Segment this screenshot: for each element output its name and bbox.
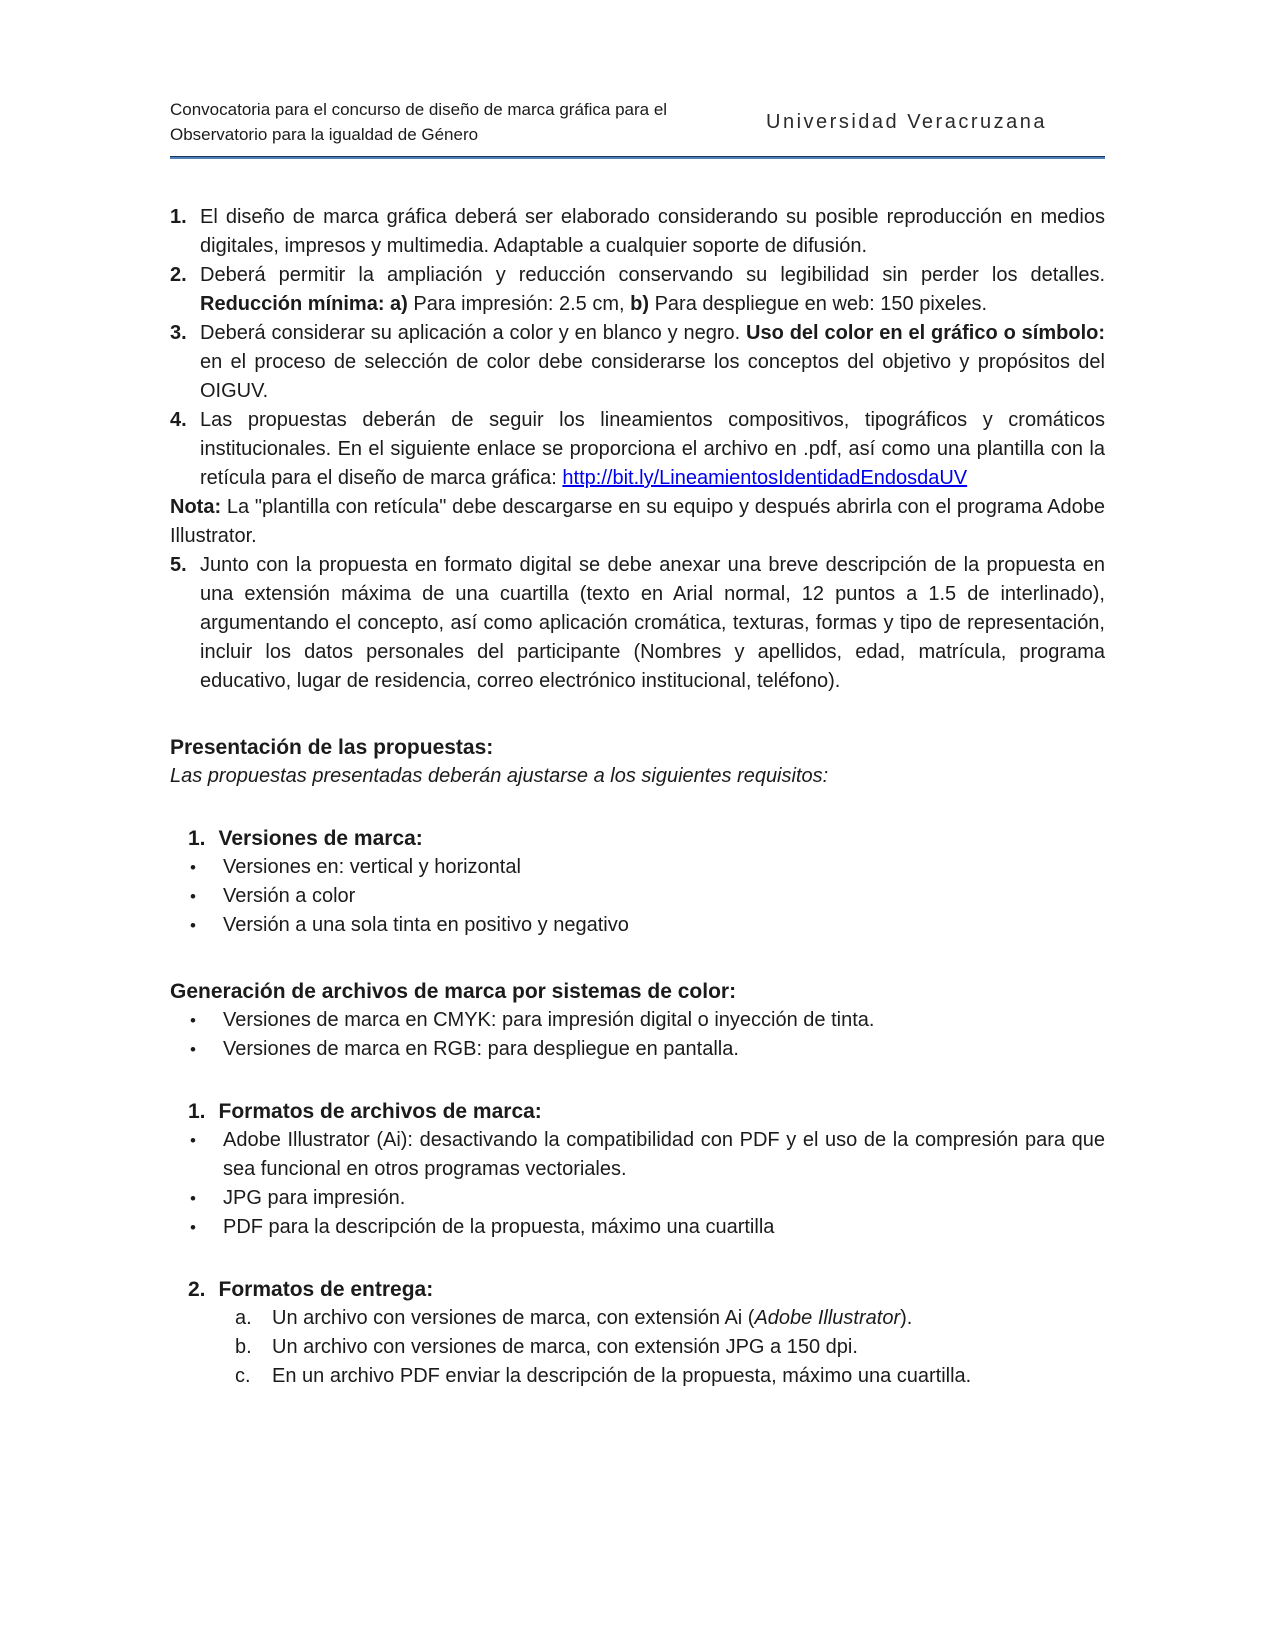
- bullet-item: [170, 1184, 1105, 1213]
- bullet-item: [170, 853, 1105, 882]
- lettered-item-b: [170, 1333, 1105, 1362]
- text-run: Para impresión: 2.5 cm,: [407, 293, 631, 315]
- nota-paragraph: [170, 493, 1105, 551]
- lettered-item-c: [170, 1362, 1105, 1391]
- text-run: El diseño de marca gráfica deberá ser elaborado considerando su posible reproducción en medios digitales, impresos y multimedia. Adaptable a cualquier soporte de difusión.: [200, 206, 1105, 257]
- subsection-number: 1.: [188, 827, 206, 850]
- text-run: Junto con la propuesta en formato digital se debe anexar una breve descripción de la propuesta en una extensión máxima de una cuartilla (texto en Arial normal, 12 puntos a 1.5 de interlinado), argumentando el concepto, así como aplicación cromática, texturas, formas y tipo de representación, incluir los datos personales del participante (Nombres y apellidos, edad, matrícula, programa educativo, lugar de residencia, correo electrónico institucional, teléfono).: [200, 554, 1105, 692]
- text-run: Un archivo con versiones de marca, con extensión JPG a 150 dpi.: [272, 1336, 858, 1358]
- text-run: Para despliegue en web: 150 pixeles.: [649, 293, 988, 315]
- item-number: 2.: [170, 264, 187, 286]
- item-letter: b.: [235, 1336, 252, 1358]
- bullet-item: [170, 1213, 1105, 1242]
- bullet-text: Versión a color: [223, 885, 356, 907]
- item-text: [200, 319, 1105, 406]
- subsection-number: 2.: [188, 1278, 206, 1301]
- bullet-text: Adobe Illustrator (Ai): desactivando la compatibilidad con PDF y el uso de la compresión para que sea funcional en otros programas vectoriales.: [223, 1129, 1105, 1180]
- subsection-heading-versiones: [188, 824, 1105, 853]
- item-text: [200, 203, 1105, 261]
- hyperlink[interactable]: http://bit.ly/LineamientosIdentidadEndosdaUV: [562, 467, 968, 489]
- item-number: 5.: [170, 554, 187, 576]
- text-run: Un archivo con versiones de marca, con extensión Ai (: [272, 1307, 755, 1329]
- bullet-item: [170, 1035, 1105, 1064]
- subsection-label: Formatos de entrega:: [218, 1278, 434, 1301]
- bullet-text: Versión a una sola tinta en positivo y negativo: [223, 914, 629, 936]
- bullet-item: [170, 882, 1105, 911]
- bullet-icon: •: [190, 1189, 196, 1208]
- numbered-item-2: [170, 261, 1105, 319]
- item-text: [200, 551, 1105, 696]
- text-run: Las propuestas deberán de seguir los lineamientos compositivos, tipográficos y cromáticos institucionales. En el siguiente enlace se proporciona el archivo en .pdf, así como una plantilla con la retícula para el diseño de marca gráfica:: [200, 409, 1105, 489]
- page-header: [170, 98, 1105, 159]
- bullet-icon: •: [190, 887, 196, 906]
- text-run: Nota:: [170, 496, 222, 518]
- item-number: 3.: [170, 322, 187, 344]
- item-text: [272, 1304, 1105, 1333]
- text-run: Deberá considerar su aplicación a color y en blanco y negro.: [200, 322, 747, 344]
- text-run: Uso del color en el gráfico o símbolo:: [746, 322, 1106, 344]
- item-letter: c.: [235, 1365, 251, 1387]
- bullet-text: PDF para la descripción de la propuesta, máximo una cuartilla: [223, 1216, 775, 1238]
- subsection-heading-formatos-archivos: [188, 1097, 1105, 1126]
- item-text: [272, 1333, 1105, 1362]
- bullet-text: JPG para impresión.: [223, 1187, 406, 1209]
- bullet-item: [170, 1006, 1105, 1035]
- item-text: [272, 1362, 1105, 1391]
- subsection-label: Formatos de archivos de marca:: [218, 1100, 542, 1123]
- bullet-icon: •: [190, 858, 196, 877]
- text-run: en el proceso de selección de color debe considerarse los conceptos del objetivo y propósitos del OIGUV.: [200, 351, 1105, 402]
- text-run: La "plantilla con retícula" debe descargarse en su equipo y después abrirla con el programa Adobe Illustrator.: [170, 496, 1105, 547]
- bullet-item: [170, 1126, 1105, 1184]
- bullet-icon: •: [190, 1040, 196, 1059]
- text-run: Deberá permitir la ampliación y reducción conservando su legibilidad sin perder los detalles.: [200, 264, 1105, 286]
- section-heading-presentacion: Presentación de las propuestas:: [170, 736, 494, 759]
- bullet-icon: •: [190, 1011, 196, 1030]
- numbered-item-5: [170, 551, 1105, 696]
- bullet-item: [170, 911, 1105, 940]
- bullet-icon: •: [190, 1218, 196, 1237]
- text-run: b): [630, 293, 650, 315]
- text-run: Reducción mínima: a): [200, 293, 408, 315]
- bullet-text: Versiones de marca en CMYK: para impresión digital o inyección de tinta.: [223, 1009, 875, 1031]
- text-run: En un archivo PDF enviar la descripción de la propuesta, máximo una cuartilla.: [272, 1365, 972, 1387]
- document-title: Convocatoria para el concurso de diseño de marca gráfica para el Observatorio para la igualdad de Género: [170, 100, 668, 144]
- document-body: [170, 203, 1105, 1391]
- text-run: Adobe Illustrator: [754, 1307, 901, 1329]
- section-subtitle: Las propuestas presentadas deberán ajustarse a los siguientes requisitos:: [170, 765, 829, 787]
- subsection-label: Versiones de marca:: [218, 827, 423, 850]
- section-heading-generacion: Generación de archivos de marca por sistemas de color:: [170, 980, 737, 1003]
- text-run: ).: [900, 1307, 913, 1329]
- bullet-text: Versiones en: vertical y horizontal: [223, 856, 521, 878]
- item-number: 1.: [170, 206, 187, 228]
- lettered-item-a: [170, 1304, 1105, 1333]
- numbered-item-1: [170, 203, 1105, 261]
- header-rule: [170, 156, 1105, 159]
- bullet-icon: •: [190, 1131, 196, 1150]
- numbered-item-4: [170, 406, 1105, 493]
- bullet-icon: •: [190, 916, 196, 935]
- subsection-number: 1.: [188, 1100, 206, 1123]
- item-letter: a.: [235, 1307, 252, 1329]
- numbered-item-3: [170, 319, 1105, 406]
- item-text: [200, 261, 1105, 319]
- item-number: 4.: [170, 409, 187, 431]
- university-name: Universidad Veracruzana: [766, 111, 1047, 134]
- item-text: [200, 406, 1105, 493]
- bullet-text: Versiones de marca en RGB: para despliegue en pantalla.: [223, 1038, 739, 1060]
- subsection-heading-formatos-entrega: [188, 1275, 1105, 1304]
